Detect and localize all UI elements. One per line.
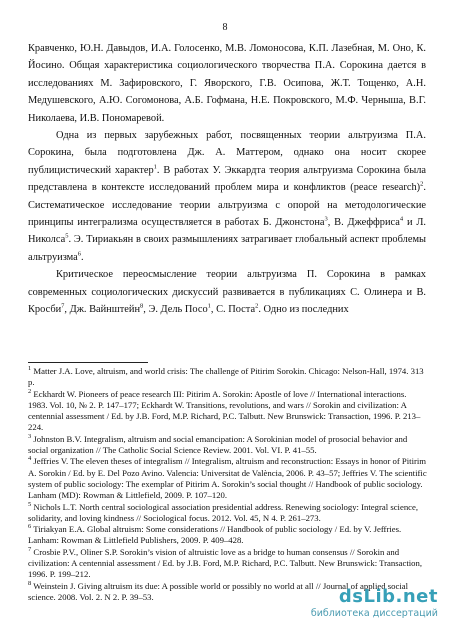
paragraph-2-text: . Систематическое исследование теории альтруизма с опорой на методологические принципы интегрализма осуществляется в работах Б. Джонстона [28, 182, 426, 229]
paragraph-3-text: , С. Поста [210, 304, 256, 316]
footnote-ref-2[interactable]: 2 [420, 180, 424, 188]
watermark [288, 586, 438, 626]
paragraph-3-text: , Э. Дель Посо [143, 304, 208, 316]
footnote-1 [28, 366, 428, 389]
footnote-ref-8[interactable]: 8 [140, 302, 144, 310]
footnote-mark: 7 [28, 545, 32, 553]
footnote-ref-2[interactable]: 2 [255, 302, 259, 310]
footnote-2 [28, 389, 428, 434]
footnote-6 [28, 524, 428, 547]
paragraph-2-text: . В работах У. Эккардта теория альтруизма Сорокина была представлена в контексте исследований проблем мира и конфликтов (peace research) [28, 164, 426, 194]
watermark-logo[interactable]: dsLib.net [338, 586, 438, 607]
paragraph-2-text: Одна из первых зарубежных работ, посвященных теории альтруизма П.А. Сорокина, была подготовлена Дж. А. Маттером, однако она носит скорее публицистический характер [28, 130, 426, 176]
footnote-ref-7[interactable]: 7 [61, 302, 65, 310]
footnote-ref-5[interactable]: 5 [65, 233, 69, 240]
footnote-mark: 3 [28, 432, 32, 440]
footnote-text: Weinstein J. Giving altruism its due: A possible world or possibly no world at all // Journal of applied social science. 2008. Vol. 2. N 2. P. 39–53. [28, 580, 409, 602]
footnote-ref-6[interactable]: 6 [77, 250, 82, 258]
paragraph-2-text: и Л. Николса [28, 217, 426, 246]
footnote-ref-1[interactable]: 1 [207, 302, 211, 310]
footnote-ref-1[interactable]: 1 [153, 163, 157, 171]
footnote-5 [28, 502, 428, 525]
footnote-text: Tiriakyan E.A. Global altruism: Some considerations // Handbook of public sociology / Ed. by V. Jeffries. Lanham: Rowman & Littlefield Publishers, 2009. P. 409–428. [28, 524, 402, 546]
footnote-3 [28, 434, 428, 457]
footnotes [28, 366, 428, 603]
paragraph-3-text: , Дж. Вайнштейн [64, 304, 141, 316]
paragraph-2-text: , В. Джеффриса [327, 217, 400, 229]
main-text [28, 40, 426, 319]
footnote-text: Matter J.A. Love, altruism, and world crisis: The challenge of Pitirim Sorokin. Chicago: Nelson-Hall, 1974. 313 p. [28, 366, 424, 388]
footnote-mark: 2 [28, 387, 32, 395]
page-number: 8 [222, 22, 228, 33]
footnote-ref-3[interactable]: 3 [324, 215, 328, 223]
watermark-caption: библиотека диссертаций [310, 608, 438, 619]
paragraph-2-text: . Э. Тириакьян в своих размышлениях затрагивает глобальный аспект проблемы альтруизма [28, 234, 426, 263]
footnote-text: Johnston B.V. Integralism, altruism and social emancipation: A Sorokinian model of prosocial behavior and social organization // The Catholic Social Science Review. 2001. Vol. VI. P. 41–55. [28, 433, 408, 456]
footnote-text: Crosbie P.V., Oliner S.P. Sorokin’s vision of altruistic love as a bridge to human consensus // Sorokin and civilization: A centennial assessment / Ed. by J.B. Ford, M.P. Richard, P.C. Talbutt. New Brunswick: Transaction, 1996. P. 199–212. [28, 546, 423, 580]
footnote-text: Jeffries V. The eleven theses of integralism // Integralism, altruism and reconstruction: Essays in honor of Pitirim A. Sorokin / Ed. by E. Del Pozo Avino. Valencia: Universitat de València, 2006. P. 43–57; Jeffries V. The scientific system of public sociology: The exemplar of Pitirim A. Sorokin’s social thought // Handbook of public sociology. Lanham (MD): Rowman & Littlefield, 2009. P. 107–120. [28, 456, 427, 501]
paragraph-1: Кравченко, Ю.Н. Давыдов, И.А. Голосенко, М.В. Ломоносова, К.П. Лазебная, М. Оно, К. Йосино. Общая характеристика социологического творчества П.А. Сорокина дается в исследованиях М. Зафировского, Г. Яворского, Г.В. Осипова, Ж.Т. Тощенко, А.Н. Медушевского, А.Ю. Согомонова, А.Б. Гофмана, Н.Е. Покровского, М.Ф. Черныша, В.Г. Николаева, И.В. Пономаревой. [28, 43, 426, 124]
paragraph-3-text: Критическое переосмысление теории альтруизма П. Сорокина в рамках современных социологических дискуссий развивается в публикациях С. Олинера и В. Кросби [28, 269, 426, 316]
paragraph-3-text: . Одно из последних [258, 304, 349, 316]
footnote-mark: 6 [28, 523, 32, 531]
paragraph-2 [28, 127, 426, 266]
paragraph-2-text: . [81, 251, 84, 263]
footnote-text: Nichols L.T. North central sociological association presidential address. Renewing sociology: Integral science, solidarity, and loving kindness // Sociological focus. 2012. Vol. 45, N 4. P. 261–273. [28, 501, 419, 523]
footnote-7 [28, 547, 428, 581]
footnote-separator [28, 362, 148, 363]
footnote-ref-4[interactable]: 4 [399, 215, 404, 223]
paragraph-3 [28, 266, 426, 318]
footnote-mark: 8 [28, 579, 32, 587]
footnote-mark: 5 [28, 500, 32, 508]
footnote-4 [28, 456, 428, 501]
footnote-mark: 4 [28, 455, 32, 463]
footnote-mark: 1 [28, 365, 32, 373]
footnote-text: Eckhardt W. Pioneers of peace research III: Pitirim A. Sorokin: Apostle of love // International interactions. 1983. Vol. 10, № 2. P. 147–177; Eckhardt W. Transitions, revolutions, and wars // Sorokin and civilization: A centennial assessment / Ed. by J.B. Ford, M.P. Richard, P.C. Talbutt. New Brunswick: Transaction, 1996. P. 213–224. [28, 388, 421, 433]
